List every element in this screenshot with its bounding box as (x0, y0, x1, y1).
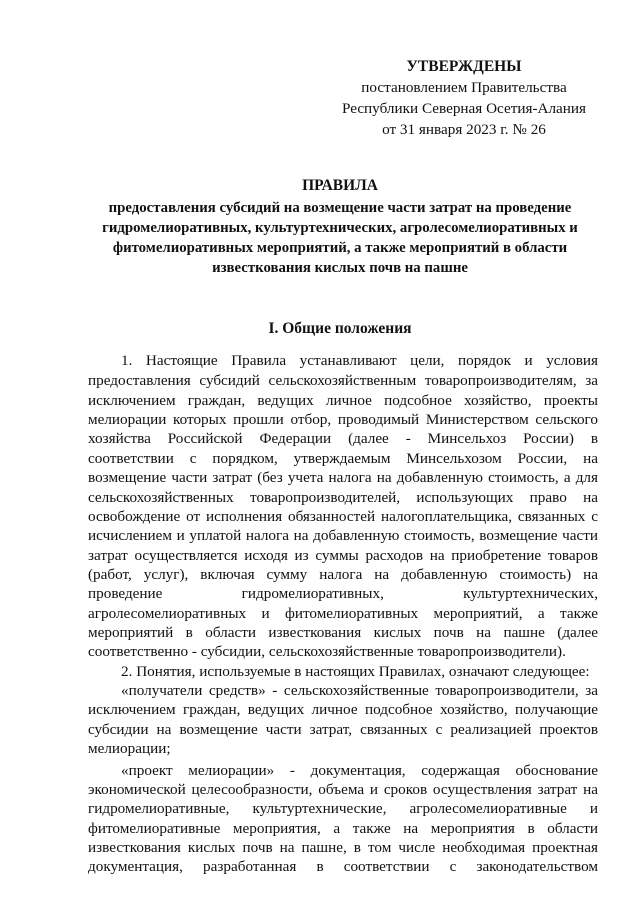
body-line: «получатели средств» - сельскохозяйственные товаропроизводители, за (121, 682, 598, 699)
body-line: «проект мелиорации» - документация, содержащая обоснование (121, 762, 598, 779)
body-line: предоставления субсидий сельскохозяйственным товаропроизводителям, за (88, 372, 598, 389)
approval-line-1: постановлением Правительства (361, 79, 567, 96)
title-main: ПРАВИЛА (302, 177, 378, 194)
body-line: 1. Настоящие Правила устанавливают цели, порядок и условия (121, 352, 598, 369)
body-line: проведение гидромелиоративных, культуртехнических, (88, 585, 598, 602)
title-line-3: фитомелиоративных мероприятий, а также мероприятий в области (112, 240, 568, 256)
approval-line-2: Республики Северная Осетия-Алания (341, 100, 587, 117)
body-line: мероприятий в области известкования кислых почв на пашне (далее (88, 624, 598, 641)
body-line: хозяйства Российской Федерации (далее - Минсельхоз России) в (88, 430, 598, 447)
body-line: сельскохозяйственных товаропроизводителей, использующих право на (88, 489, 598, 506)
body-line: гидромелиоративные, культуртехнические, агролесомелиоративные и (88, 800, 598, 817)
body-line: исчислением и уплатой налога на добавленную стоимость, возмещение части (88, 527, 598, 544)
body-line: мелиорации которых прошли отбор, проводимый Министерством сельского (88, 411, 598, 428)
body-line: мелиорации; (88, 740, 171, 757)
approval-block (330, 56, 598, 140)
body-line: исключением граждан, ведущих личное подсобное хозяйство, проекты (88, 392, 598, 409)
body-line: экономической целесообразности, объема и сроков осуществления затрат на (88, 781, 598, 798)
body-line: документация, разработанная в соответствии с законодательством (88, 858, 598, 875)
body-line: соответственно - субсидии, сельскохозяйственные товаропроизводители). (88, 643, 566, 660)
body-line: субсидии на возмещение части затрат, связанных с реализацией проектов (88, 721, 598, 738)
body-line: соответствии с порядком, утверждаемым Минсельхозом России, на (88, 450, 598, 467)
section-heading: I. Общие положения (268, 320, 412, 337)
body-line: (работ, услуг), включая сумму налога на добавленную стоимость) на (88, 566, 598, 583)
body-line: исключением граждан, ведущих личное подсобное хозяйство, получающие (88, 701, 598, 718)
body-line: возмещение части затрат (без учета налога на добавленную стоимость, а для (88, 469, 598, 486)
body-line: известкования кислых почв на пашне, в том числе необходимая проектная (88, 839, 598, 856)
document-title (80, 176, 600, 278)
title-line-2: гидромелиоративных, культуртехнических, агролесомелиоративных и (102, 220, 578, 236)
approval-line-3: от 31 января 2023 г. № 26 (382, 121, 546, 138)
body-line: фитомелиоративные мероприятия, а также на мероприятия в области (88, 820, 598, 837)
title-line-1: предоставления субсидий на возмещение части затрат на проведение (108, 200, 572, 216)
body-line: агролесомелиоративных и фитомелиоративных мероприятий, а также (88, 605, 598, 622)
body-line: освобождение от исполнения обязанностей налогоплательщика, связанных с (88, 508, 598, 525)
title-line-4: известкования кислых почв на пашне (212, 260, 468, 276)
approval-heading: УТВЕРЖДЕНЫ (406, 58, 522, 75)
body-line: 2. Понятия, используемые в настоящих Правилах, означают следующее: (121, 663, 590, 680)
body-line: затрат осуществляется исходя из суммы расходов на приобретение товаров (88, 547, 598, 564)
